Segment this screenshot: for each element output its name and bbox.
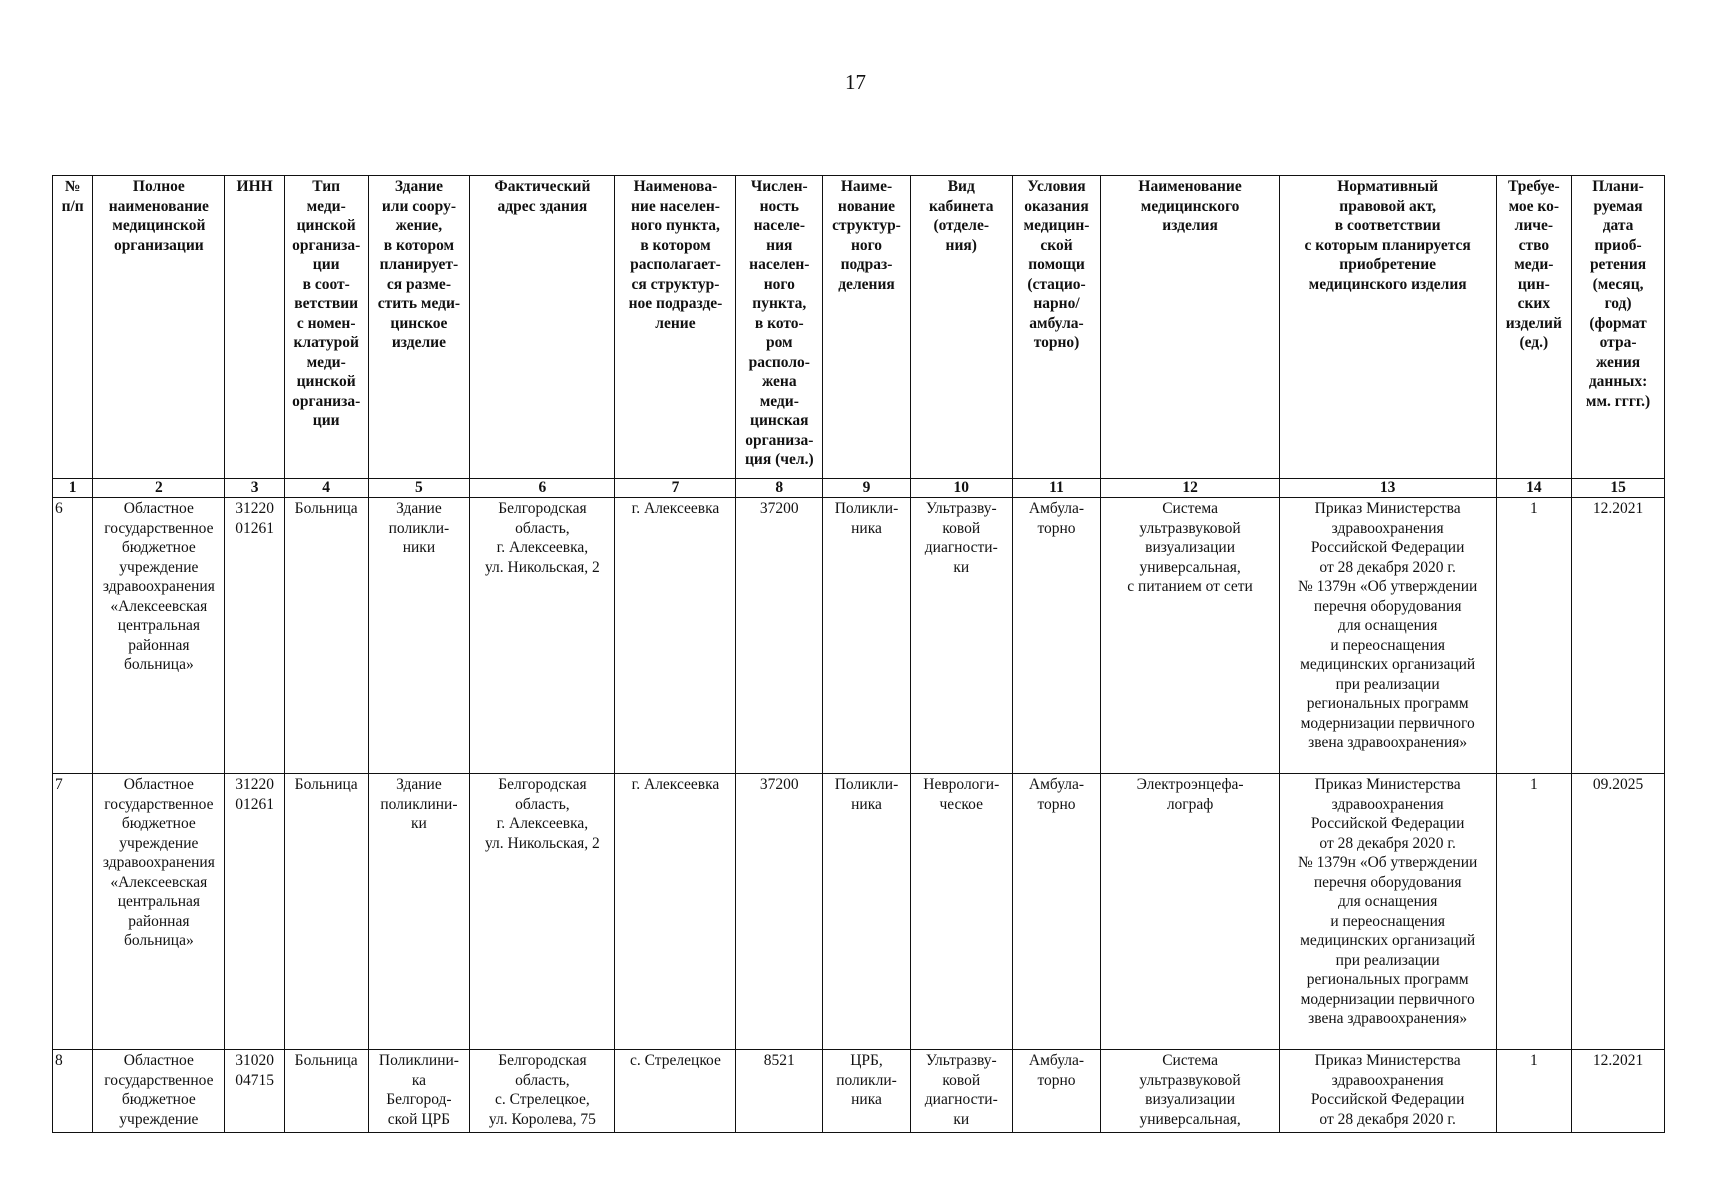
header-cell: Вид кабинета (отделе- ния): [910, 176, 1012, 479]
header-cell: Наименова- ние населен- ного пункта, в котором располагает- ся структур- ное подразде- ление: [615, 176, 736, 479]
header-cell: Нормативный правовой акт, в соответствии с которым планируется приобретение медицинского изделия: [1279, 176, 1496, 479]
table-cell: Ультразву- ковой диагности- ки: [910, 498, 1012, 774]
header-cell: Числен- ность населе- ния населен- ного пункта, в кото- ром располо- жена меди- цинская организа- ция (чел.): [736, 176, 823, 479]
column-number: 7: [615, 479, 736, 498]
table-cell: 1: [1496, 774, 1572, 1050]
table-cell: 12.2021: [1572, 1050, 1665, 1133]
column-number: 4: [284, 479, 368, 498]
table-cell: 31220 01261: [225, 774, 284, 1050]
header-cell: Плани- руемая дата приоб- ретения (месяц, год) (формат отра- жения данных: мм. гггг.): [1572, 176, 1665, 479]
column-number: 13: [1279, 479, 1496, 498]
table-cell: Неврологи- ческое: [910, 774, 1012, 1050]
table-cell: Поликли- ника: [823, 774, 911, 1050]
table-cell: 31220 01261: [225, 498, 284, 774]
header-cell: Тип меди- цинской организа- ции в соот- ветствии с номен- клатурой меди- цинской организа- ции: [284, 176, 368, 479]
table-cell: 6: [53, 498, 93, 774]
table-cell: Электроэнцефа- лограф: [1101, 774, 1279, 1050]
header-cell: ИНН: [225, 176, 284, 479]
table-cell: Белгородская область, г. Алексеевка, ул. Никольская, 2: [470, 498, 615, 774]
column-number-row: [53, 479, 1665, 498]
table-row: [53, 774, 1665, 1050]
column-number: 6: [470, 479, 615, 498]
table-row: [53, 498, 1665, 774]
table-cell: Амбула- торно: [1012, 774, 1101, 1050]
column-number: 2: [93, 479, 225, 498]
table-cell: Поликли- ника: [823, 498, 911, 774]
header-cell: Фактический адрес здания: [470, 176, 615, 479]
column-number: 3: [225, 479, 284, 498]
table-cell: Белгородская область, г. Алексеевка, ул. Никольская, 2: [470, 774, 615, 1050]
header-cell: Здание или соору- жение, в котором планирует- ся разме- стить меди- цинское изделие: [368, 176, 470, 479]
header-row: [53, 176, 1665, 479]
table-cell: Больница: [284, 774, 368, 1050]
table-cell: 37200: [736, 498, 823, 774]
column-number: 14: [1496, 479, 1572, 498]
column-number: 10: [910, 479, 1012, 498]
column-number: 8: [736, 479, 823, 498]
table-cell: Поликлини- ка Белгород- ской ЦРБ: [368, 1050, 470, 1133]
header-cell: Требуе- мое ко- личе- ство меди- цин- ских изделий (ед.): [1496, 176, 1572, 479]
table-cell: Белгородская область, с. Стрелецкое, ул. Королева, 75: [470, 1050, 615, 1133]
table-cell: Областное государственное бюджетное учреждение здравоохранения «Алексеевская центральная районная больница»: [93, 774, 225, 1050]
equipment-table: [52, 175, 1665, 1133]
table-cell: г. Алексеевка: [615, 774, 736, 1050]
table-cell: 1: [1496, 498, 1572, 774]
table-cell: Приказ Министерства здравоохранения Российской Федерации от 28 декабря 2020 г. № 1379н «Об утверждении перечня оборудования для оснащения и переоснащения медицинских организаций при реализации региональных программ модернизации первичного звена здравоохранения»: [1279, 498, 1496, 774]
column-number: 9: [823, 479, 911, 498]
table-cell: Приказ Министерства здравоохранения Российской Федерации от 28 декабря 2020 г.: [1279, 1050, 1496, 1133]
table-cell: 37200: [736, 774, 823, 1050]
header-cell: Условия оказания медицин- ской помощи (стацио- нарно/ амбула- торно): [1012, 176, 1101, 479]
table-cell: 1: [1496, 1050, 1572, 1133]
table-cell: Амбула- торно: [1012, 498, 1101, 774]
table-cell: 8: [53, 1050, 93, 1133]
table-cell: 31020 04715: [225, 1050, 284, 1133]
table-cell: 7: [53, 774, 93, 1050]
table-cell: Областное государственное бюджетное учреждение: [93, 1050, 225, 1133]
header-cell: Наименование медицинского изделия: [1101, 176, 1279, 479]
table-cell: Ультразву- ковой диагности- ки: [910, 1050, 1012, 1133]
table-cell: Здание поликлини- ки: [368, 774, 470, 1050]
table-row: [53, 1050, 1665, 1133]
table-cell: с. Стрелецкое: [615, 1050, 736, 1133]
table-cell: Больница: [284, 498, 368, 774]
column-number: 1: [53, 479, 93, 498]
table-cell: 8521: [736, 1050, 823, 1133]
column-number: 15: [1572, 479, 1665, 498]
column-number: 12: [1101, 479, 1279, 498]
column-number: 11: [1012, 479, 1101, 498]
table-cell: Приказ Министерства здравоохранения Российской Федерации от 28 декабря 2020 г. № 1379н «Об утверждении перечня оборудования для оснащения и переоснащения медицинских организаций при реализации региональных программ модернизации первичного звена здравоохранения»: [1279, 774, 1496, 1050]
table-cell: Больница: [284, 1050, 368, 1133]
table-cell: Областное государственное бюджетное учреждение здравоохранения «Алексеевская центральная районная больница»: [93, 498, 225, 774]
table-cell: Здание поликли- ники: [368, 498, 470, 774]
table-cell: г. Алексеевка: [615, 498, 736, 774]
table-cell: Система ультразвуковой визуализации универсальная,: [1101, 1050, 1279, 1133]
column-number: 5: [368, 479, 470, 498]
table-cell: Система ультразвуковой визуализации универсальная, с питанием от сети: [1101, 498, 1279, 774]
header-cell: Наиме- нование структур- ного подраз- деления: [823, 176, 911, 479]
table-cell: 12.2021: [1572, 498, 1665, 774]
table-cell: Амбула- торно: [1012, 1050, 1101, 1133]
table-cell: ЦРБ, поликли- ника: [823, 1050, 911, 1133]
table-cell: 09.2025: [1572, 774, 1665, 1050]
header-cell: Полное наименование медицинской организации: [93, 176, 225, 479]
page-number: 17: [845, 70, 866, 94]
header-cell: № п/п: [53, 176, 93, 479]
